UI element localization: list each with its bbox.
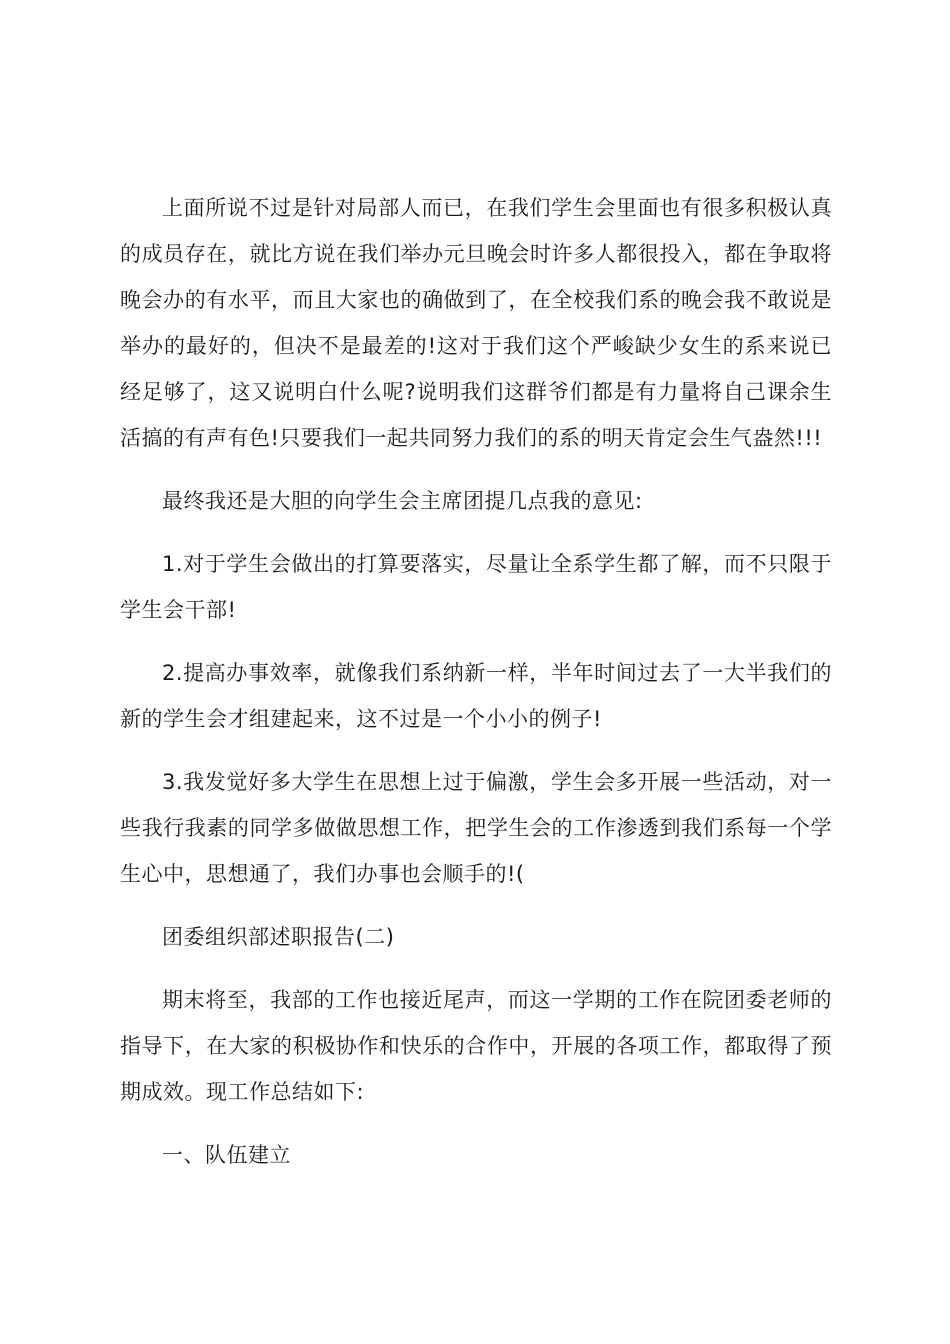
paragraph-suggestion-2: 2.提高办事效率，就像我们系纳新一样，半年时间过去了一大半我们的新的学生会才组建起来，这不过是一个小小的例子! xyxy=(120,661,832,731)
paragraph-suggestion-1: 1.对于学生会做出的打算要落实，尽量让全系学生都了解，而不只限于学生会干部! xyxy=(120,552,832,622)
paragraph-student-union-members: 上面所说不过是针对局部人而已，在我们学生会里面也有很多积极认真的成员存在，就比方说在我们举办元旦晚会时许多人都很投入，都在争取将晚会办的有水平，而且大家也的确做到了，在全校我们系的晚会我不敢说是举办的最好的，但决不是最差的!这对于我们这个严峻缺少女生的系来说已经足够了，这又说明白什么呢?说明我们这群爷们都是有力量将自己课余生活搞的有声有色!只要我们一起共同努力我们的系的明天肯定会生气盎然!!! xyxy=(120,196,832,450)
paragraph-term-summary: 期末将至，我部的工作也接近尾声，而这一学期的工作在院团委老师的指导下，在大家的积极协作和快乐的合作中，开展的各项工作，都取得了预期成效。现工作总结如下: xyxy=(120,988,832,1104)
section-heading-team-building: 一、队伍建立 xyxy=(162,1143,291,1167)
paragraph-suggestion-3: 3.我发觉好多大学生在思想上过于偏激，学生会多开展一些活动，对一些我行我素的同学多做做思想工作，把学生会的工作渗透到我们系每一个学生心中，思想通了，我们办事也会顺手的!( xyxy=(120,770,832,886)
document-body xyxy=(120,185,832,1195)
section-title-report-2: 团委组织部述职报告(二) xyxy=(162,925,395,949)
paragraph-suggestions-intro: 最终我还是大胆的向学生会主席团提几点我的意见: xyxy=(162,489,643,513)
